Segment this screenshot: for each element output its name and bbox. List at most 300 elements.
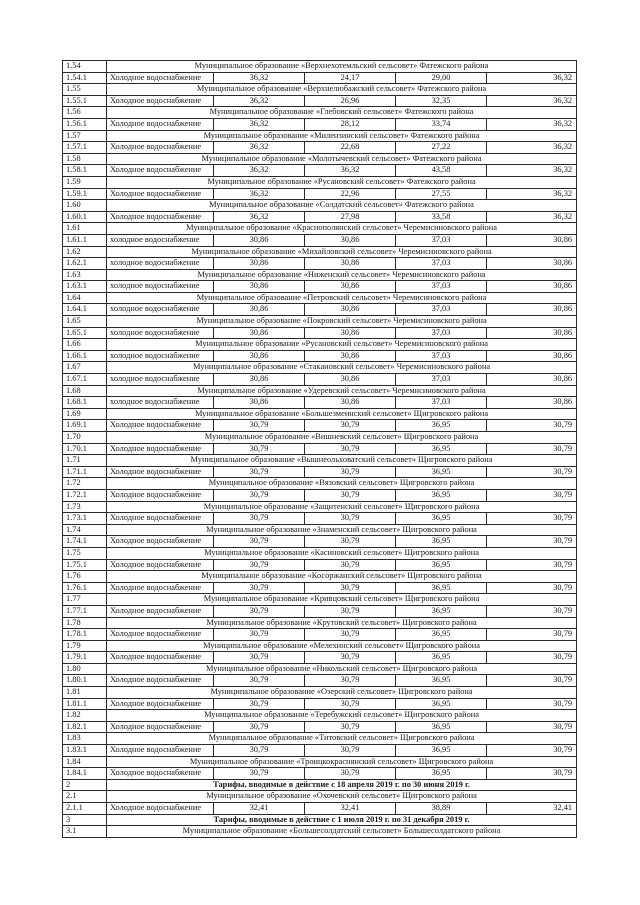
tariff-value: 22,68 (305, 142, 396, 154)
tariff-row (63, 559, 577, 571)
tariff-value: 22,96 (305, 188, 396, 200)
tariff-value: 30,79 (214, 698, 305, 710)
tariff-value: 30,79 (305, 513, 396, 525)
tariff-value: 37,03 (396, 258, 487, 270)
row-number: 1.73 (63, 501, 107, 513)
municipality-row (63, 663, 577, 675)
municipality-name: Муниципальное образование «Титовский сельсовет» Щигровского района (107, 733, 577, 745)
row-number: 1.67 (63, 362, 107, 374)
tariff-value: 30,86 (214, 304, 305, 316)
tariff-value: 30,79 (487, 745, 577, 757)
tariff-value: 36,32 (487, 165, 577, 177)
tariff-value: 30,79 (305, 536, 396, 548)
municipality-row (63, 176, 577, 188)
tariff-row (63, 605, 577, 617)
row-number: 1.72 (63, 478, 107, 490)
tariff-value: 30,79 (487, 443, 577, 455)
row-number: 1.65.1 (63, 327, 107, 339)
tariff-value: 30,86 (214, 327, 305, 339)
row-number: 1.56.1 (63, 118, 107, 130)
tariff-value: 30,86 (305, 327, 396, 339)
tariff-row (63, 698, 577, 710)
tariff-value: 30,79 (214, 513, 305, 525)
row-number: 1.54.1 (63, 72, 107, 84)
row-number: 1.59.1 (63, 188, 107, 200)
service-name: Холодное водоснабжение (107, 582, 214, 594)
service-name: Холодное водоснабжение (107, 72, 214, 84)
service-name: Холодное водоснабжение (107, 768, 214, 780)
service-name: Холодное водоснабжение (107, 466, 214, 478)
tariff-value: 30,79 (305, 559, 396, 571)
tariff-value: 30,86 (214, 397, 305, 409)
tariff-value: 36,32 (487, 211, 577, 223)
tariff-value: 30,79 (487, 513, 577, 525)
municipality-row (63, 362, 577, 374)
municipality-name: Муниципальное образование «Верхнелюбажский сельсовет» Фатежского района (107, 84, 577, 96)
tariff-value: 32,41 (214, 803, 305, 815)
row-number: 1.75 (63, 547, 107, 559)
tariff-row (63, 721, 577, 733)
municipality-name: Муниципальное образование «Солдатский сельсовет» Фатежского района (107, 200, 577, 212)
tariff-value: 32,41 (305, 803, 396, 815)
tariff-value: 30,86 (305, 304, 396, 316)
municipality-row (63, 130, 577, 142)
tariff-row (63, 95, 577, 107)
tariff-value: 30,86 (487, 327, 577, 339)
row-number: 2.1.1 (63, 803, 107, 815)
municipality-name: Муниципальное образование «Русановский сельсовет» Фатежского района (107, 176, 577, 188)
tariff-value: 33,74 (396, 118, 487, 130)
service-name: Холодное водоснабжение (107, 559, 214, 571)
tariff-value: 30,79 (487, 768, 577, 780)
municipality-row (63, 640, 577, 652)
tariff-value: 36,32 (305, 165, 396, 177)
tariff-value: 30,79 (214, 721, 305, 733)
municipality-row (63, 84, 577, 96)
municipality-name: Муниципальное образование «Вишневский сельсовет» Щигровского района (107, 432, 577, 444)
tariff-value: 37,03 (396, 374, 487, 386)
tariff-value: 30,86 (214, 258, 305, 270)
tariff-value: 36,95 (396, 559, 487, 571)
tariff-value: 30,86 (305, 350, 396, 362)
tariff-row (63, 374, 577, 386)
municipality-name: Муниципальное образование «Крутовский сельсовет» Щигровского района (107, 617, 577, 629)
row-number: 1.54 (63, 61, 107, 73)
tariff-value: 36,32 (214, 165, 305, 177)
row-number: 1.57 (63, 130, 107, 142)
service-name: Холодное водоснабжение (107, 536, 214, 548)
tariff-value: 30,79 (214, 675, 305, 687)
tariff-value: 36,32 (214, 95, 305, 107)
service-name: Холодное водоснабжение (107, 118, 214, 130)
tariff-value: 37,03 (396, 350, 487, 362)
municipality-name: Муниципальное образование «Озерский сельсовет» Щигровского района (107, 687, 577, 699)
service-name: холодное водоснабжение (107, 258, 214, 270)
municipality-name: Муниципальное образование «Троицкокраснянский сельсовет» Щигровского района (107, 756, 577, 768)
row-number: 1.68.1 (63, 397, 107, 409)
tariff-value: 30,79 (487, 675, 577, 687)
municipality-row (63, 547, 577, 559)
tariff-value: 30,86 (487, 374, 577, 386)
tariff-value: 36,95 (396, 745, 487, 757)
tariff-value: 32,41 (487, 803, 577, 815)
municipality-row (63, 292, 577, 304)
tariff-value: 30,79 (214, 559, 305, 571)
municipality-row (63, 385, 577, 397)
tariff-value: 30,79 (487, 582, 577, 594)
row-number: 1.82.1 (63, 721, 107, 733)
row-number: 1.56 (63, 107, 107, 119)
tariff-row (63, 582, 577, 594)
tariff-value: 36,32 (214, 142, 305, 154)
service-name: Холодное водоснабжение (107, 165, 214, 177)
row-number: 1.62.1 (63, 258, 107, 270)
row-number: 2.1 (63, 791, 107, 803)
tariff-value: 26,96 (305, 95, 396, 107)
row-number: 1.68 (63, 385, 107, 397)
row-number: 1.71.1 (63, 466, 107, 478)
tariff-value: 27,22 (396, 142, 487, 154)
tariff-value: 30,86 (214, 374, 305, 386)
service-name: Холодное водоснабжение (107, 420, 214, 432)
municipality-name: Муниципальное образование «Вышнеольховатский сельсовет» Щигровского района (107, 455, 577, 467)
service-name: Холодное водоснабжение (107, 698, 214, 710)
municipality-row (63, 408, 577, 420)
tariff-row (63, 281, 577, 293)
tariff-row (63, 188, 577, 200)
row-number: 3.1 (63, 826, 107, 838)
tariff-row (63, 489, 577, 501)
tariff-value: 36,95 (396, 698, 487, 710)
row-number: 2 (63, 779, 107, 791)
tariff-value: 30,79 (487, 629, 577, 641)
tariff-value: 30,79 (305, 652, 396, 664)
tariff-value: 36,32 (487, 188, 577, 200)
municipality-name: Муниципальное образование «Покровский сельсовет» Черемисиновского района (107, 316, 577, 328)
tariff-value: 30,86 (487, 281, 577, 293)
tariff-row (63, 327, 577, 339)
tariff-value: 30,79 (305, 466, 396, 478)
municipality-name: Муниципальное образование «Защитенский сельсовет» Щигровского района (107, 501, 577, 513)
tariff-value: 29,00 (396, 72, 487, 84)
row-number: 1.77.1 (63, 605, 107, 617)
tariff-value: 27,98 (305, 211, 396, 223)
tariff-value: 30,79 (214, 605, 305, 617)
tariff-value: 30,79 (487, 721, 577, 733)
municipality-name: Муниципальное образование «Михайловский сельсовет» Черемисиновского района (107, 246, 577, 258)
municipality-name: Муниципальное образование «Удеревский сельсовет» Черемисиновского района (107, 385, 577, 397)
row-number: 1.72.1 (63, 489, 107, 501)
row-number: 1.55.1 (63, 95, 107, 107)
service-name: Холодное водоснабжение (107, 443, 214, 455)
municipality-name: Муниципальное образование «Верхнехотемльский сельсовет» Фатежского района (107, 61, 577, 73)
row-number: 1.67.1 (63, 374, 107, 386)
row-number: 1.81.1 (63, 698, 107, 710)
row-number: 1.76 (63, 571, 107, 583)
tariff-value: 36,32 (214, 72, 305, 84)
tariff-row (63, 350, 577, 362)
tariff-row (63, 142, 577, 154)
tariff-value: 30,79 (214, 745, 305, 757)
tariff-row (63, 675, 577, 687)
row-number: 1.65 (63, 316, 107, 328)
row-number: 1.61.1 (63, 234, 107, 246)
tariff-value: 30,79 (487, 605, 577, 617)
row-number: 1.80 (63, 663, 107, 675)
municipality-row (63, 826, 577, 838)
tariff-value: 36,95 (396, 652, 487, 664)
tariff-value: 30,86 (214, 350, 305, 362)
tariff-value: 38,89 (396, 803, 487, 815)
tariff-value: 37,03 (396, 397, 487, 409)
municipality-name: Муниципальное образование «Большесолдатский сельсовет» Большесолдатского района (107, 826, 577, 838)
tariff-row (63, 652, 577, 664)
row-number: 1.55 (63, 84, 107, 96)
service-name: Холодное водоснабжение (107, 513, 214, 525)
tariff-table (62, 60, 577, 838)
row-number: 1.83.1 (63, 745, 107, 757)
service-name: Холодное водоснабжение (107, 142, 214, 154)
municipality-name: Муниципальное образование «Теребужский сельсовет» Щигровского района (107, 710, 577, 722)
municipality-row (63, 316, 577, 328)
tariff-value: 30,79 (214, 652, 305, 664)
row-number: 1.58.1 (63, 165, 107, 177)
tariff-value: 30,79 (214, 582, 305, 594)
service-name: Холодное водоснабжение (107, 803, 214, 815)
municipality-name: Муниципальное образование «Милензинский сельсовет» Фатежского района (107, 130, 577, 142)
tariff-value: 36,95 (396, 466, 487, 478)
tariff-value: 30,86 (214, 234, 305, 246)
tariff-value: 30,86 (487, 397, 577, 409)
tariff-value: 36,95 (396, 675, 487, 687)
row-number: 1.58 (63, 153, 107, 165)
service-name: холодное водоснабжение (107, 374, 214, 386)
municipality-row (63, 223, 577, 235)
row-number: 1.62 (63, 246, 107, 258)
tariff-value: 32,35 (396, 95, 487, 107)
municipality-row (63, 339, 577, 351)
row-number: 1.59 (63, 176, 107, 188)
tariff-value: 30,79 (305, 745, 396, 757)
row-number: 1.64.1 (63, 304, 107, 316)
service-name: Холодное водоснабжение (107, 675, 214, 687)
service-name: Холодное водоснабжение (107, 721, 214, 733)
tariff-row (63, 536, 577, 548)
tariff-value: 43,58 (396, 165, 487, 177)
tariff-value: 30,79 (214, 489, 305, 501)
tariff-row (63, 803, 577, 815)
service-name: Холодное водоснабжение (107, 745, 214, 757)
row-number: 1.66 (63, 339, 107, 351)
service-name: холодное водоснабжение (107, 234, 214, 246)
municipality-row (63, 61, 577, 73)
municipality-row (63, 501, 577, 513)
tariff-value: 30,79 (487, 698, 577, 710)
row-number: 1.73.1 (63, 513, 107, 525)
municipality-row (63, 524, 577, 536)
tariff-value: 36,32 (214, 118, 305, 130)
tariff-value: 30,79 (214, 466, 305, 478)
municipality-row (63, 791, 577, 803)
tariff-value: 36,32 (487, 95, 577, 107)
tariff-value: 36,32 (487, 142, 577, 154)
service-name: Холодное водоснабжение (107, 605, 214, 617)
municipality-row (63, 733, 577, 745)
service-name: холодное водоснабжение (107, 397, 214, 409)
tariff-value: 37,03 (396, 327, 487, 339)
tariff-value: 30,79 (487, 420, 577, 432)
tariff-value: 36,95 (396, 605, 487, 617)
tariff-value: 30,79 (305, 675, 396, 687)
section-header-row (63, 814, 577, 826)
row-number: 1.84.1 (63, 768, 107, 780)
municipality-name: Муниципальное образование «Ниженский сельсовет» Черемисиновского района (107, 269, 577, 281)
service-name: Холодное водоснабжение (107, 629, 214, 641)
tariff-row (63, 420, 577, 432)
tariff-value: 37,03 (396, 281, 487, 293)
row-number: 3 (63, 814, 107, 826)
municipality-name: Муниципальное образование «Знаменский сельсовет» Щигровского района (107, 524, 577, 536)
tariff-row (63, 443, 577, 455)
municipality-row (63, 710, 577, 722)
row-number: 1.64 (63, 292, 107, 304)
section-header-row (63, 779, 577, 791)
tariff-row (63, 513, 577, 525)
tariff-row (63, 304, 577, 316)
row-number: 1.57.1 (63, 142, 107, 154)
tariff-value: 24,17 (305, 72, 396, 84)
row-number: 1.60.1 (63, 211, 107, 223)
tariff-value: 36,95 (396, 420, 487, 432)
tariff-value: 30,86 (305, 234, 396, 246)
tariff-value: 36,95 (396, 768, 487, 780)
row-number: 1.83 (63, 733, 107, 745)
section-title: Тарифы, вводимые в действие с 18 апреля 2019 г. по 30 июня 2019 г. (107, 779, 577, 791)
municipality-row (63, 756, 577, 768)
service-name: холодное водоснабжение (107, 281, 214, 293)
tariff-value: 36,95 (396, 443, 487, 455)
tariff-value: 30,79 (487, 466, 577, 478)
tariff-value: 30,86 (305, 281, 396, 293)
tariff-value: 37,03 (396, 304, 487, 316)
row-number: 1.69 (63, 408, 107, 420)
row-number: 1.79 (63, 640, 107, 652)
tariff-row (63, 258, 577, 270)
municipality-row (63, 478, 577, 490)
tariff-value: 28,12 (305, 118, 396, 130)
service-name: Холодное водоснабжение (107, 652, 214, 664)
tariff-value: 30,86 (487, 304, 577, 316)
tariff-value: 30,79 (487, 559, 577, 571)
tariff-value: 30,79 (305, 629, 396, 641)
municipality-name: Муниципальное образование «Краснополянский сельсовет» Черемисиновского района (107, 223, 577, 235)
tariff-value: 30,86 (487, 350, 577, 362)
tariff-row (63, 745, 577, 757)
municipality-row (63, 107, 577, 119)
municipality-row (63, 200, 577, 212)
row-number: 1.66.1 (63, 350, 107, 362)
municipality-name: Муниципальное образование «Глебовский сельсовет» Фатежского района (107, 107, 577, 119)
service-name: Холодное водоснабжение (107, 95, 214, 107)
service-name: Холодное водоснабжение (107, 489, 214, 501)
tariff-value: 27,55 (396, 188, 487, 200)
municipality-row (63, 432, 577, 444)
tariff-value: 33,58 (396, 211, 487, 223)
service-name: холодное водоснабжение (107, 327, 214, 339)
municipality-name: Муниципальное образование «Вязовский сельсовет» Щигровского района (107, 478, 577, 490)
tariff-value: 30,79 (305, 443, 396, 455)
tariff-value: 30,79 (305, 489, 396, 501)
tariff-document-page (62, 60, 576, 838)
municipality-name: Муниципальное образование «Охочевский сельсовет» Щигровского района (107, 791, 577, 803)
municipality-name: Муниципальное образование «Петровский сельсовет» Черемисиновского района (107, 292, 577, 304)
row-number: 1.78 (63, 617, 107, 629)
tariff-value: 36,32 (214, 188, 305, 200)
row-number: 1.60 (63, 200, 107, 212)
service-name: холодное водоснабжение (107, 304, 214, 316)
municipality-name: Муниципальное образование «Кривцовский сельсовет» Щигровского района (107, 594, 577, 606)
tariff-value: 36,95 (396, 629, 487, 641)
tariff-row (63, 397, 577, 409)
tariff-value: 30,79 (305, 721, 396, 733)
tariff-value: 30,86 (305, 258, 396, 270)
row-number: 1.74 (63, 524, 107, 536)
tariff-row (63, 165, 577, 177)
municipality-row (63, 246, 577, 258)
tariff-value: 30,79 (305, 582, 396, 594)
municipality-row (63, 269, 577, 281)
row-number: 1.80.1 (63, 675, 107, 687)
row-number: 1.76.1 (63, 582, 107, 594)
tariff-value: 30,79 (214, 629, 305, 641)
tariff-row (63, 629, 577, 641)
municipality-row (63, 455, 577, 467)
municipality-name: Муниципальное образование «Русановский сельсовет» Черемисиновского района (107, 339, 577, 351)
municipality-name: Муниципальное образование «Никольский сельсовет» Щигровского района (107, 663, 577, 675)
row-number: 1.63 (63, 269, 107, 281)
municipality-name: Муниципальное образование «Касиновский сельсовет» Щигровского района (107, 547, 577, 559)
row-number: 1.61 (63, 223, 107, 235)
service-name: Холодное водоснабжение (107, 188, 214, 200)
municipality-row (63, 571, 577, 583)
tariff-value: 30,79 (305, 698, 396, 710)
tariff-value: 30,79 (305, 605, 396, 617)
section-title: Тарифы, вводимые в действие с 1 июля 2019 г. по 31 декабря 2019 г. (107, 814, 577, 826)
row-number: 1.81 (63, 687, 107, 699)
row-number: 1.78.1 (63, 629, 107, 641)
tariff-value: 36,95 (396, 513, 487, 525)
row-number: 1.82 (63, 710, 107, 722)
row-number: 1.71 (63, 455, 107, 467)
tariff-value: 30,86 (305, 374, 396, 386)
tariff-value: 30,86 (487, 234, 577, 246)
tariff-row (63, 72, 577, 84)
tariff-value: 36,95 (396, 536, 487, 548)
row-number: 1.79.1 (63, 652, 107, 664)
municipality-row (63, 594, 577, 606)
tariff-row (63, 211, 577, 223)
tariff-value: 30,86 (487, 258, 577, 270)
municipality-name: Муниципальное образование «Косоржанский сельсовет» Щигровского района (107, 571, 577, 583)
tariff-value: 36,95 (396, 489, 487, 501)
municipality-name: Муниципальное образование «Молотычевский сельсовет» Фатежского района (107, 153, 577, 165)
tariff-value: 30,79 (305, 768, 396, 780)
service-name: Холодное водоснабжение (107, 211, 214, 223)
row-number: 1.75.1 (63, 559, 107, 571)
tariff-row (63, 768, 577, 780)
tariff-row (63, 234, 577, 246)
tariff-value: 30,79 (214, 536, 305, 548)
